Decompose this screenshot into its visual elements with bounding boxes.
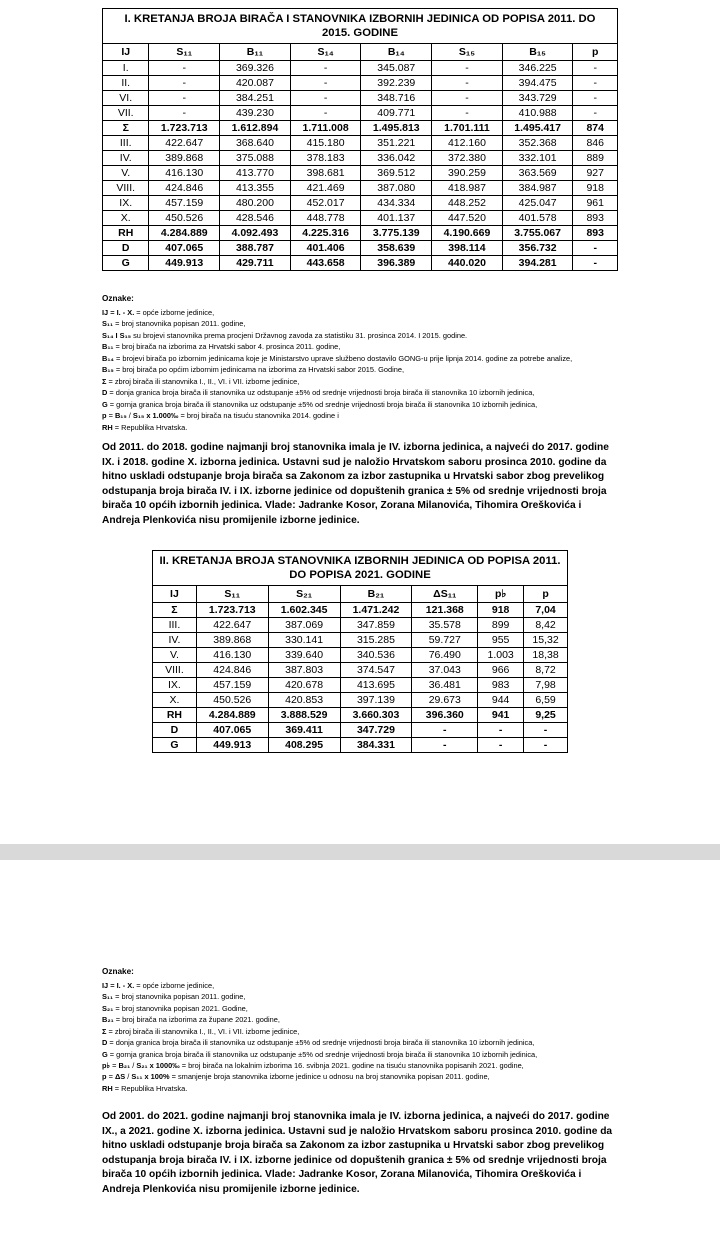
table-kretanja-biraca-2011-2015	[102, 8, 618, 271]
table-1-cell: 394.281	[502, 256, 573, 271]
paragraph-1: Od 2011. do 2018. godine najmanji broj stanovnika imala je IV. izborna jedinica, a najveći do 2017. godine IX. i 2018. godine X. izborna jedinica. Ustavni sud je naložio Hrvatskom saboru prosinca 2010. godine da hitno uskladi odstupanje broja birača sa Zakonom za izbor zastupnika u Hrvatski sabor zbog prevelikog odstupanja broja birača IV. i IX. izborne jedinice od dopuštenih granica ± 5% od srednje vrijednosti broja birača 10 općih izbornih jedinica. Vlade: Jadranke Kosor, Zorana Milanovića, Tihomira Oreškovića i Andreja Plenkovića nisu promijenile izborne jedinice.	[102, 442, 609, 526]
table-1-cell: 416.130	[149, 166, 220, 181]
table-2-cell: III.	[153, 618, 197, 633]
table-1-cell: -	[290, 91, 361, 106]
table-1-cell: 394.475	[502, 76, 573, 91]
table-2-cell: 36.481	[412, 678, 478, 693]
table-2-cell: 457.159	[196, 678, 268, 693]
table-1-cell: 401.137	[361, 211, 432, 226]
table-2-cell: 18,38	[524, 648, 568, 663]
table-1-cell: 4.284.889	[149, 226, 220, 241]
table-1-cell: 352.368	[502, 136, 573, 151]
table-2-cell: 37.043	[412, 663, 478, 678]
table-1-cell: 345.087	[361, 61, 432, 76]
table-2-cell: 420.678	[268, 678, 340, 693]
table-1-cell: D	[103, 241, 149, 256]
table-1-row	[103, 181, 618, 196]
table-2-cell: 422.647	[196, 618, 268, 633]
table-1-cell: 4.225.316	[290, 226, 361, 241]
legend-1-line: S₁₁ = broj stanovnika popisan 2011. godine,	[102, 319, 246, 329]
table-1-cell: RH	[103, 226, 149, 241]
table-1-header-row	[103, 44, 618, 61]
legend-1-line: p = B₁₅ / S₁₅ x 1.000‰ = broj birača na tisuću stanovnika 2014. godine i	[102, 411, 339, 421]
table-1-cell: 425.047	[502, 196, 573, 211]
table-1-cell: VIII.	[103, 181, 149, 196]
legend-2-line: p = ΔS / S₁₁ x 100% = smanjenje broja stanovnika izborne jedinice u odnosu na broj stanovnika popisan 2011. godine,	[102, 1072, 490, 1082]
table-1-cell: -	[573, 61, 618, 76]
table-2-cell: IX.	[153, 678, 197, 693]
table-1-cell: 1.723.713	[149, 121, 220, 136]
table-2-cell: X.	[153, 693, 197, 708]
table-1-cell: -	[573, 241, 618, 256]
table-1-row	[103, 76, 618, 91]
table-2-cell: D	[153, 723, 197, 738]
table-1-cell: II.	[103, 76, 149, 91]
table-1-row	[103, 256, 618, 271]
table-2-head	[153, 586, 568, 603]
table-1-cell: 388.787	[220, 241, 291, 256]
legend-2-line: D = donja granica broja birača ili stanovnika uz odstupanje ±5% od srednje vrijednosti broja birača ili stanovnika 10 izbornih jedinica,	[102, 1038, 535, 1048]
legend-1-header: Oznake:	[102, 294, 134, 304]
table-1-cell: 407.065	[149, 241, 220, 256]
table-1-cell: -	[432, 76, 503, 91]
table-2-row	[153, 603, 568, 618]
table-1-cell: 396.389	[361, 256, 432, 271]
table-1-row	[103, 211, 618, 226]
table-1-cell: 440.020	[432, 256, 503, 271]
table-1-cell: 480.200	[220, 196, 291, 211]
table-2-cell: 983	[478, 678, 524, 693]
table-2-cell: -	[524, 723, 568, 738]
table-2-cell: 407.065	[196, 723, 268, 738]
table-1-cell: 1.495.417	[502, 121, 573, 136]
table-2-cell: 8,72	[524, 663, 568, 678]
table-2-cell: 7,98	[524, 678, 568, 693]
table-1-cell: 348.716	[361, 91, 432, 106]
table-1-cell: 346.225	[502, 61, 573, 76]
table-1-cell: -	[432, 106, 503, 121]
table-1-cell: -	[149, 61, 220, 76]
table-2-cell: -	[412, 723, 478, 738]
table-1-row	[103, 91, 618, 106]
table-1-cell: -	[149, 91, 220, 106]
table-1-cell: 332.101	[502, 151, 573, 166]
legend-1-line: B₁₄ = brojevi birača po izbornim jedinicama koje je Ministarstvo uprave službeno dostavilo GONG-u prije lipnja 2014. godine za potrebe analize,	[102, 353, 573, 363]
table-1-cell: 384.251	[220, 91, 291, 106]
table-1-cell: I.	[103, 61, 149, 76]
table-2-cell: 347.729	[340, 723, 412, 738]
table-2-cell: Σ	[153, 603, 197, 618]
table-2-row	[153, 618, 568, 633]
table-1-cell: 1.711.008	[290, 121, 361, 136]
table-2-cell: 340.536	[340, 648, 412, 663]
table-1-cell: 401.406	[290, 241, 361, 256]
table-1-col-header: S₁₄	[290, 44, 361, 61]
table-2-cell: 899	[478, 618, 524, 633]
table-1-row	[103, 136, 618, 151]
table-1-cell: 428.546	[220, 211, 291, 226]
table-1-cell: 413.355	[220, 181, 291, 196]
legend-2-line: Σ = zbroj birača ili stanovnika I., II., VI. i VII. izborne jedinice,	[102, 1026, 300, 1036]
table-1-cell: 356.732	[502, 241, 573, 256]
table-1-row	[103, 151, 618, 166]
table-2-cell: 449.913	[196, 738, 268, 753]
table-1-cell: 401.578	[502, 211, 573, 226]
table-1-cell: -	[149, 106, 220, 121]
table-1-cell: 418.987	[432, 181, 503, 196]
table-2-cell: 315.285	[340, 633, 412, 648]
table-1-cell: 4.190.669	[432, 226, 503, 241]
legend-block-2	[102, 966, 618, 1094]
table-1-cell: 420.087	[220, 76, 291, 91]
table-2-row	[153, 708, 568, 723]
table-2-cell: 347.859	[340, 618, 412, 633]
table-1-cell: 398.681	[290, 166, 361, 181]
legend-1-line: D = donja granica broja birača ili stanovnika uz odstupanje ±5% od srednje vrijednosti broja birača ili stanovnika 10 izbornih jedinica,	[102, 388, 535, 398]
table-1-cell: 413.770	[220, 166, 291, 181]
table-2-cell: IV.	[153, 633, 197, 648]
table-2-cell: 330.141	[268, 633, 340, 648]
table-1-cell: 368.640	[220, 136, 291, 151]
table-2-cell: 121.368	[412, 603, 478, 618]
table-2-title: II. KRETANJA BROJA STANOVNIKA IZBORNIH JEDINICA OD POPISA 2011. DO POPISA 2021. GODINE	[152, 550, 568, 585]
table-1-cell: X.	[103, 211, 149, 226]
table-1-cell: 390.259	[432, 166, 503, 181]
table-1-cell: 447.520	[432, 211, 503, 226]
table-2-cell: 450.526	[196, 693, 268, 708]
table-2-cell: 6,59	[524, 693, 568, 708]
table-2-row	[153, 738, 568, 753]
table-2-cell: 9,25	[524, 708, 568, 723]
table-1-cell: -	[432, 61, 503, 76]
table-2-cell: 8,42	[524, 618, 568, 633]
table-2-cell: -	[478, 723, 524, 738]
table-2-header-row	[153, 586, 568, 603]
table-1-col-header: B₁₁	[220, 44, 291, 61]
legend-2-line: p♭ = B₂₁ / S₂₁ x 1000‰ = broj birača na lokalnim izborima 16. svibnja 2021. godine na tisuću stanovnika popisanih 2021. godine,	[102, 1060, 524, 1070]
table-1-cell: -	[573, 91, 618, 106]
legend-1-lines	[102, 307, 618, 433]
table-2-cell: 408.295	[268, 738, 340, 753]
table-1-cell: 424.846	[149, 181, 220, 196]
table-2-col-header: B₂₁	[340, 586, 412, 603]
table-2-cell: 397.139	[340, 693, 412, 708]
table-1-head	[103, 44, 618, 61]
table-1-cell: 874	[573, 121, 618, 136]
table-1-cell: V.	[103, 166, 149, 181]
table-2-cell: 387.069	[268, 618, 340, 633]
table-2-body	[153, 603, 568, 753]
table-1-cell: 421.469	[290, 181, 361, 196]
table-2-cell: 1.003	[478, 648, 524, 663]
table-2-cell: 384.331	[340, 738, 412, 753]
table-2-cell: 1.602.345	[268, 603, 340, 618]
table-2-cell: 4.284.889	[196, 708, 268, 723]
table-1-cell: 389.868	[149, 151, 220, 166]
table-2-cell: 955	[478, 633, 524, 648]
table-1-cell: 439.230	[220, 106, 291, 121]
table-1-cell: -	[149, 76, 220, 91]
table-1-cell: 449.913	[149, 256, 220, 271]
table-2-cell: 1.471.242	[340, 603, 412, 618]
table-2-cell: 29.673	[412, 693, 478, 708]
table-1-cell: 384.987	[502, 181, 573, 196]
table-1-cell: 378.183	[290, 151, 361, 166]
table-2-col-header: S₂₁	[268, 586, 340, 603]
table-1-cell: 918	[573, 181, 618, 196]
table-1-row	[103, 196, 618, 211]
table-1-cell: 392.239	[361, 76, 432, 91]
legend-2-line: RH = Republika Hrvatska.	[102, 1083, 188, 1093]
table-1-cell: 893	[573, 226, 618, 241]
page-separator	[0, 844, 720, 860]
table-1-cell: 429.711	[220, 256, 291, 271]
table-1-cell: 343.729	[502, 91, 573, 106]
table-1-cell: 448.778	[290, 211, 361, 226]
table-1-cell: 3.775.139	[361, 226, 432, 241]
legend-2-line: S₂₁ = broj stanovnika popisan 2021. Godine,	[102, 1003, 248, 1013]
table-1-cell: -	[573, 106, 618, 121]
table-1-col-header: S₁₁	[149, 44, 220, 61]
table-2-cell: 3.660.303	[340, 708, 412, 723]
table-2-cell: 389.868	[196, 633, 268, 648]
table-2-cell: 1.723.713	[196, 603, 268, 618]
table-2-col-header: p♭	[478, 586, 524, 603]
table-1-cell: 387.080	[361, 181, 432, 196]
table-1-cell: 889	[573, 151, 618, 166]
table-1-cell: 422.647	[149, 136, 220, 151]
legend-2-line: G = gornja granica broja birača ili stanovnika uz odstupanje ±5% od srednje vrijednosti broja birača ili stanovnika 10 izbornih jedinica,	[102, 1049, 538, 1059]
table-1-cell: 4.092.493	[220, 226, 291, 241]
table-2-cell: 59.727	[412, 633, 478, 648]
table-1-cell: 409.771	[361, 106, 432, 121]
table-2-row	[153, 633, 568, 648]
table-2-row	[153, 648, 568, 663]
table-1-cell: 415.180	[290, 136, 361, 151]
table-1-cell: 457.159	[149, 196, 220, 211]
table-2-row	[153, 663, 568, 678]
table-2-col-header: IJ	[153, 586, 197, 603]
table-1-cell: 398.114	[432, 241, 503, 256]
table-1-cell: 1.612.894	[220, 121, 291, 136]
table-1-row	[103, 226, 618, 241]
table-1-cell: 369.512	[361, 166, 432, 181]
table-2-cell: 15,32	[524, 633, 568, 648]
table-kretanja-stanovnika-2011-2021	[152, 550, 568, 753]
legend-2-line: IJ = I. - X. = opće izborne jedinice,	[102, 980, 215, 990]
table-1-cell: -	[290, 76, 361, 91]
table-1-cell: -	[432, 91, 503, 106]
table-1-col-header: S₁₅	[432, 44, 503, 61]
table-2-cell: G	[153, 738, 197, 753]
table-2-cell: -	[478, 738, 524, 753]
table-2-cell: 416.130	[196, 648, 268, 663]
table-1-cell: -	[573, 256, 618, 271]
table-2-wrapper	[0, 550, 720, 753]
legend-1-line: RH = Republika Hrvatska.	[102, 422, 188, 432]
table-2-cell: 966	[478, 663, 524, 678]
table-1-row	[103, 106, 618, 121]
document-page-2	[0, 860, 720, 1248]
table-2-col-header: ΔS₁₁	[412, 586, 478, 603]
table-1-col-header: p	[573, 44, 618, 61]
table-1-cell: 893	[573, 211, 618, 226]
table-2-col-header: S₁₁	[196, 586, 268, 603]
table-2-cell: 944	[478, 693, 524, 708]
table-1-cell: 351.221	[361, 136, 432, 151]
table-2-cell: 339.640	[268, 648, 340, 663]
table-1-cell: 927	[573, 166, 618, 181]
table-1-row	[103, 166, 618, 181]
legend-2-header: Oznake:	[102, 967, 134, 976]
table-1-cell: VII.	[103, 106, 149, 121]
table-2-row	[153, 693, 568, 708]
table-1-cell: -	[573, 76, 618, 91]
table-1-col-header: B₁₄	[361, 44, 432, 61]
table-1-cell: 410.988	[502, 106, 573, 121]
table-1-cell: 372.380	[432, 151, 503, 166]
table-2-cell: 424.846	[196, 663, 268, 678]
legend-2-line: S₁₁ = broj stanovnika popisan 2011. godine,	[102, 992, 246, 1002]
table-1-wrapper	[0, 8, 720, 271]
table-1-cell: 452.017	[290, 196, 361, 211]
table-2-cell: 420.853	[268, 693, 340, 708]
table-1-cell: 448.252	[432, 196, 503, 211]
table-2-cell: 396.360	[412, 708, 478, 723]
table-1-cell: III.	[103, 136, 149, 151]
table-1-cell: 369.326	[220, 61, 291, 76]
table-2-cell: -	[412, 738, 478, 753]
table-1-cell: VI.	[103, 91, 149, 106]
table-1-cell: 1.495.813	[361, 121, 432, 136]
table-2-cell: 35.578	[412, 618, 478, 633]
table-2-cell: 3.888.529	[268, 708, 340, 723]
table-2-cell: V.	[153, 648, 197, 663]
table-1-cell: 443.658	[290, 256, 361, 271]
table-1-cell: 336.042	[361, 151, 432, 166]
table-2-col-header: p	[524, 586, 568, 603]
table-2-cell: RH	[153, 708, 197, 723]
table-1-cell: 1.701.111	[432, 121, 503, 136]
paragraph-2: Od 2001. do 2021. godine najmanji broj stanovnika imala je IV. izborna jedinica, a najveći do 2017. godine IX., a 2021. godine X. izborna jedinica. Ustavni sud je naložio Hrvatskom saboru prosinca 2010. godine da hitno uskladi odstupanje broja birača sa Zakonom za izbor zastupnika u Hrvatski sabor zbog prevelikog odstupanja broja birača IV. i IX. izborne jedinice od dopuštenih granica ± 5% od srednje vrijednosti broja birača 10 općih izbornih jedinica. Vlade: Jadranke Kosor, Zorana Milanovića, Tihomira Oreškovića i Andreja Plenkovića nisu promijenile izborne jedinice.	[102, 1111, 613, 1195]
table-1-col-header: B₁₅	[502, 44, 573, 61]
table-1-cell: 961	[573, 196, 618, 211]
table-1-cell: 358.639	[361, 241, 432, 256]
table-1-cell: 412.160	[432, 136, 503, 151]
table-1-cell: 846	[573, 136, 618, 151]
table-2-cell: 7,04	[524, 603, 568, 618]
legend-1-line: IJ = I. - X. = opće izborne jedinice,	[102, 307, 215, 317]
table-2-row	[153, 678, 568, 693]
table-1-cell: -	[290, 61, 361, 76]
table-2-cell: 374.547	[340, 663, 412, 678]
table-2-cell: 76.490	[412, 648, 478, 663]
table-2-cell: 941	[478, 708, 524, 723]
legend-1-line: S₁₄ I S₁₅ su brojevi stanovnika prema procjeni Državnog zavoda za statistiku 31. prosinca 2014. I 2015. godine.	[102, 330, 468, 340]
table-2-row	[153, 723, 568, 738]
table-1-cell: IX.	[103, 196, 149, 211]
table-1-cell: 450.526	[149, 211, 220, 226]
legend-2-lines	[102, 980, 618, 1095]
table-1-title: I. KRETANJA BROJA BIRAČA I STANOVNIKA IZBORNIH JEDINICA OD POPISA 2011. DO 2015. GODINE	[102, 8, 618, 43]
table-2-cell: 918	[478, 603, 524, 618]
table-1-row	[103, 121, 618, 136]
table-1-cell: 363.569	[502, 166, 573, 181]
table-1-row	[103, 61, 618, 76]
table-2-cell: 413.695	[340, 678, 412, 693]
table-2-cell: -	[524, 738, 568, 753]
table-2-cell: VIII.	[153, 663, 197, 678]
table-1-cell: 375.088	[220, 151, 291, 166]
legend-1-line: B₁₁ = broj birača na izborima za Hrvatski sabor 4. prosinca 2011. godine,	[102, 342, 341, 352]
table-1-cell: 434.334	[361, 196, 432, 211]
table-1-cell: -	[290, 106, 361, 121]
table-2-cell: 369.411	[268, 723, 340, 738]
table-1-body	[103, 61, 618, 271]
table-1-cell: Σ	[103, 121, 149, 136]
table-1-col-header: IJ	[103, 44, 149, 61]
table-1-cell: G	[103, 256, 149, 271]
legend-block-1	[102, 293, 618, 433]
table-1-row	[103, 241, 618, 256]
legend-2-line: B₂₁ = broj birača na izborima za župane 2021. godine,	[102, 1015, 280, 1025]
legend-1-line: G = gornja granica broja birača ili stanovnika uz odstupanje ±5% od srednje vrijednosti broja birača ili stanovnika 10 izbornih jedinica,	[102, 399, 538, 409]
table-2-cell: 387.803	[268, 663, 340, 678]
table-1-cell: IV.	[103, 151, 149, 166]
legend-1-line: Σ = zbroj birača ili stanovnika I., II., VI. i VII. izborne jedinice,	[102, 376, 300, 386]
legend-1-line: B₁₅ = broj birača po općim izbornim jedinicama na izborima za Hrvatski sabor 2015. Godine,	[102, 365, 405, 375]
table-1-cell: 3.755.067	[502, 226, 573, 241]
